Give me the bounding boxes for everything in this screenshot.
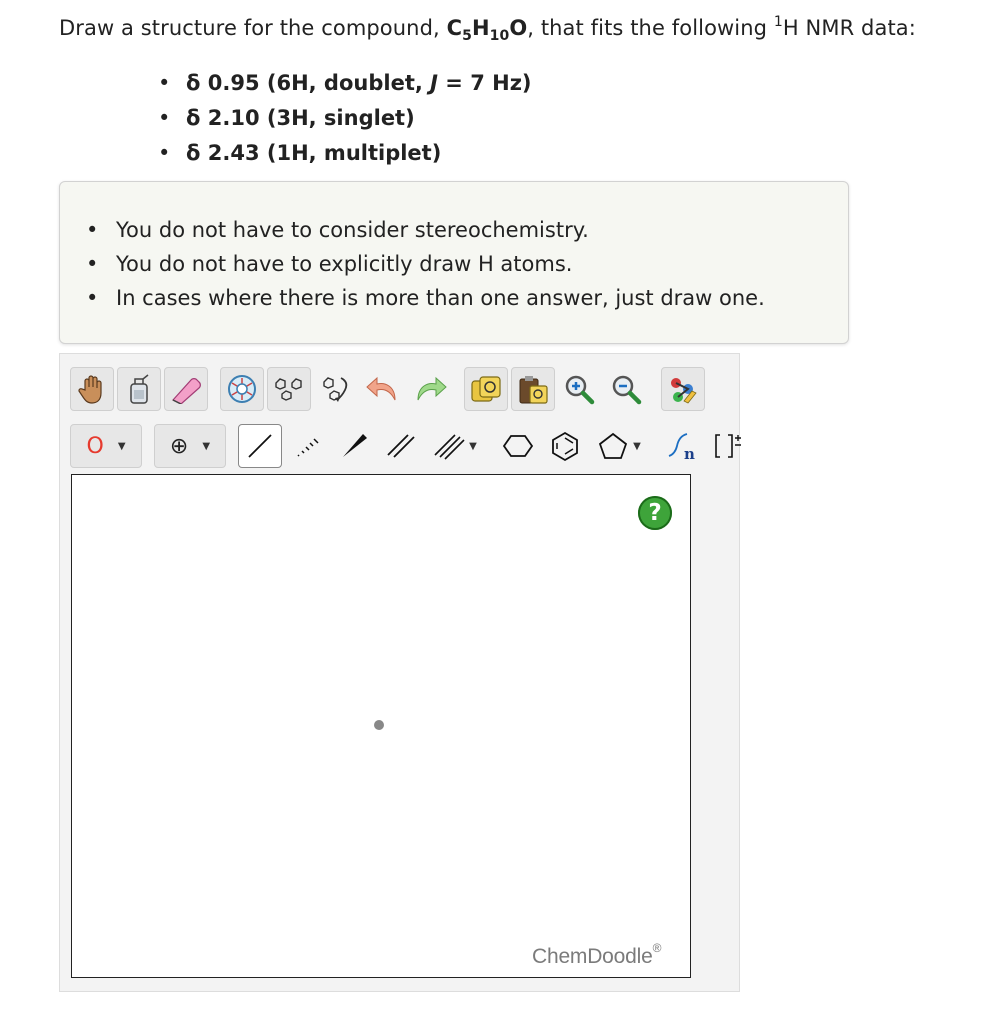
- copy-icon: [469, 373, 503, 405]
- svg-text:n: n: [684, 445, 695, 462]
- dropdown-arrow-icon: ▼: [469, 440, 477, 452]
- wedge-bond-icon: [338, 430, 370, 462]
- prompt-prefix: Draw a structure for the compound,: [59, 16, 440, 40]
- molecular-formula: $C_5H_{10}O$: [446, 16, 528, 44]
- nucleus-mass: 1: [773, 14, 783, 30]
- nmr-data-list: [158, 68, 532, 173]
- template-tool-button[interactable]: [220, 367, 264, 411]
- molecule-calc-icon: [666, 373, 700, 405]
- hint-box: [59, 181, 849, 344]
- zoom-out-button[interactable]: [605, 367, 649, 411]
- drawing-canvas[interactable]: [71, 474, 691, 978]
- triple-bond-icon: [433, 430, 465, 462]
- hexagon-ring-icon: [502, 430, 534, 462]
- nucleus: H: [782, 16, 799, 40]
- dropdown-arrow-icon: ▼: [117, 440, 126, 452]
- paste-icon: [516, 373, 550, 405]
- calculate-button[interactable]: [661, 367, 705, 411]
- pentagon-ring-button[interactable]: [590, 424, 648, 468]
- hashed-bond-button[interactable]: [285, 424, 329, 468]
- charge-picker-button[interactable]: [154, 424, 226, 468]
- double-bond-icon: [385, 430, 417, 462]
- canvas-cursor-dot: [374, 720, 384, 730]
- redo-button[interactable]: [408, 367, 452, 411]
- pan-tool-button[interactable]: [70, 367, 114, 411]
- chain-icon: [665, 430, 699, 462]
- dropdown-arrow-icon: ▼: [633, 440, 641, 452]
- chemdoodle-editor: [59, 353, 740, 992]
- hint-item: • You do not have to explicitly draw H atoms.: [116, 249, 765, 283]
- clean-structure-icon: [272, 374, 306, 404]
- prompt-middle: , that fits the following: [527, 16, 768, 40]
- wedge-bond-button[interactable]: [332, 424, 376, 468]
- redo-icon: [412, 374, 448, 404]
- benzene-button[interactable]: [543, 424, 587, 468]
- bracket-charge-icon: [712, 430, 746, 462]
- clean-tool-button[interactable]: [267, 367, 311, 411]
- pentagon-ring-icon: [597, 430, 629, 462]
- chain-tool-button[interactable]: [660, 424, 704, 468]
- hint-list: [116, 215, 765, 317]
- double-bond-button[interactable]: [379, 424, 423, 468]
- single-bond-button[interactable]: [238, 424, 282, 468]
- lasso-tool-button[interactable]: [117, 367, 161, 411]
- zoom-in-button[interactable]: [558, 367, 602, 411]
- benzene-ring-icon: [549, 430, 581, 462]
- chemdoodle-logo: ChemDoodle®: [532, 941, 662, 968]
- copy-button[interactable]: [464, 367, 508, 411]
- nmr-peak: • δ 0.95 (6H, doublet, J = 7 Hz): [158, 68, 532, 103]
- hashed-bond-icon: [291, 430, 323, 462]
- toolbar-row-2: [70, 422, 754, 470]
- 3d-view-button[interactable]: [314, 367, 358, 411]
- prompt-suffix: NMR data:: [805, 16, 916, 40]
- help-button[interactable]: ?: [638, 496, 672, 530]
- lasso-icon: [125, 372, 153, 406]
- toolbar-row-1: [70, 364, 708, 414]
- paste-button[interactable]: [511, 367, 555, 411]
- hand-icon: [77, 373, 107, 405]
- hint-item: • You do not have to consider stereochemistry.: [116, 215, 765, 249]
- triple-bond-button[interactable]: [426, 424, 484, 468]
- single-bond-icon: [244, 430, 276, 462]
- cyclohexane-button[interactable]: [496, 424, 540, 468]
- nmr-peak: • δ 2.43 (1H, multiplet): [158, 138, 532, 173]
- undo-icon: [365, 374, 401, 404]
- element-label: O: [86, 433, 104, 459]
- eraser-tool-button[interactable]: [164, 367, 208, 411]
- zoom-out-icon: [610, 373, 644, 405]
- hint-item: • In cases where there is more than one answer, just draw one.: [116, 283, 765, 317]
- eraser-icon: [169, 374, 203, 404]
- dropdown-arrow-icon: ▼: [202, 440, 211, 452]
- bracket-tool-button[interactable]: [707, 424, 751, 468]
- nmr-peak: • δ 2.10 (3H, singlet): [158, 103, 532, 138]
- ring-template-icon: [226, 373, 258, 405]
- rotate-structure-icon: [319, 374, 353, 404]
- element-picker-button[interactable]: [70, 424, 142, 468]
- undo-button[interactable]: [361, 367, 405, 411]
- zoom-in-icon: [563, 373, 597, 405]
- question-prompt: [59, 14, 916, 44]
- charge-icon: ⊕: [169, 433, 189, 459]
